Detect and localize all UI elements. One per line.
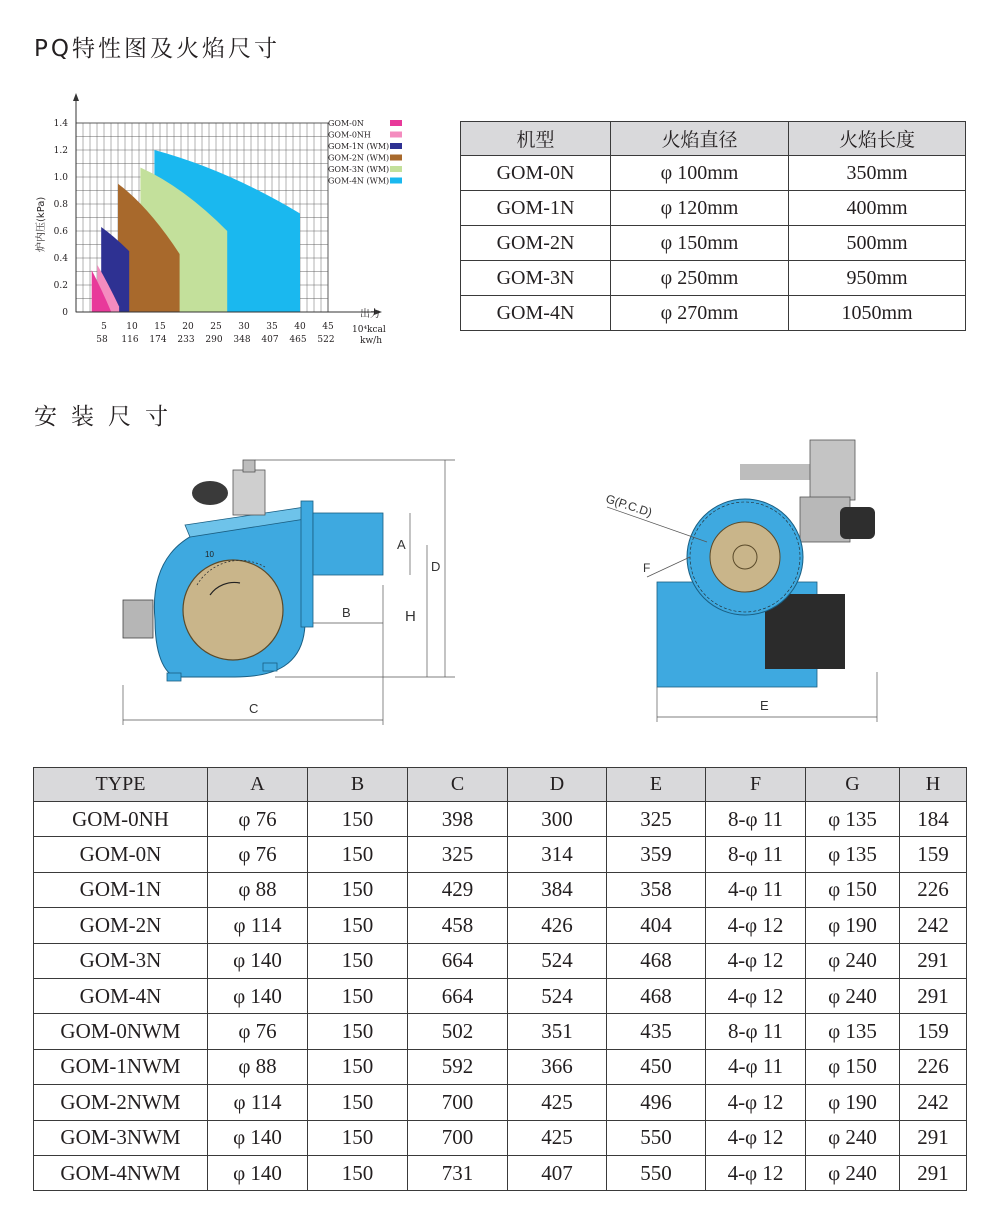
dim-header-g: G: [806, 768, 900, 802]
dim-label-d: D: [431, 559, 441, 574]
flame-table-cell: 950mm: [789, 261, 966, 296]
dim-table-cell: 664: [408, 943, 508, 978]
dim-header-type: TYPE: [34, 768, 208, 802]
y-tick-label: 1.0: [53, 173, 68, 183]
dim-label-c: C: [249, 701, 259, 716]
x-tick-label: 30: [238, 322, 250, 332]
flame-table-row: [461, 191, 966, 226]
dim-table-row: [34, 1049, 967, 1084]
flame-table-cell: GOM-1N: [461, 191, 611, 226]
dim-table-cell: 291: [900, 978, 967, 1013]
dial-label: 10: [205, 550, 214, 559]
flame-table-cell: φ 120mm: [611, 191, 789, 226]
dim-table-cell: 700: [408, 1120, 508, 1155]
flame-header-length: 火焰长度: [789, 122, 966, 156]
foot-right: [263, 663, 277, 671]
chart-areas: [92, 150, 300, 312]
y-axis-arrow: [73, 93, 79, 101]
x-tick-label: 35: [266, 322, 278, 332]
dim-header-a: A: [208, 768, 308, 802]
dim-table-cell: 550: [607, 1120, 706, 1155]
dim-table-cell: GOM-0NH: [34, 802, 208, 837]
dim-table-cell: φ 76: [208, 802, 308, 837]
pq-chart: [28, 92, 428, 352]
dim-table-cell: φ 150: [806, 1049, 900, 1084]
legend-swatch: [390, 143, 402, 149]
dim-table-cell: 592: [408, 1049, 508, 1084]
dim-table-cell: 242: [900, 1085, 967, 1120]
legend-swatch: [390, 166, 402, 172]
dim-table-cell: 450: [607, 1049, 706, 1084]
dim-table-row: [34, 1155, 967, 1190]
motor-stub: [123, 600, 153, 638]
dim-table-cell: φ 135: [806, 1014, 900, 1049]
dim-table-header-row: [34, 768, 967, 802]
x-tick-label-kw: 522: [317, 335, 335, 345]
dim-header-b: B: [308, 768, 408, 802]
y-tick-label: 1.2: [53, 146, 68, 156]
dim-table-cell: 731: [408, 1155, 508, 1190]
dim-table-row: [34, 978, 967, 1013]
burner-front-view: [595, 432, 895, 727]
dim-table-cell: 4-φ 12: [706, 908, 806, 943]
dim-table-cell: φ 140: [208, 943, 308, 978]
dim-table-cell: 226: [900, 872, 967, 907]
dim-table-cell: 150: [308, 908, 408, 943]
legend-label: GOM-2N (WM): [328, 153, 390, 163]
dim-table-cell: GOM-0N: [34, 837, 208, 872]
pq-section-heading: PQ特性图及火焰尺寸: [34, 36, 280, 62]
dim-table-cell: 4-φ 12: [706, 1085, 806, 1120]
dim-header-c: C: [408, 768, 508, 802]
flame-table-cell: GOM-2N: [461, 226, 611, 261]
install-dimension-table: [33, 767, 967, 1191]
dim-table-cell: φ 240: [806, 1155, 900, 1190]
dim-table-cell: 325: [607, 802, 706, 837]
dim-table-cell: 150: [308, 943, 408, 978]
foot-left: [167, 673, 181, 681]
dim-table-cell: 435: [607, 1014, 706, 1049]
legend-label: GOM-1N (WM): [328, 142, 390, 151]
valve-body: [233, 470, 265, 515]
dim-table-cell: GOM-1NWM: [34, 1049, 208, 1084]
dim-table-cell: 351: [508, 1014, 607, 1049]
dim-table-row: [34, 802, 967, 837]
dim-table-cell: 314: [508, 837, 607, 872]
dim-table-cell: 425: [508, 1085, 607, 1120]
dim-label-f: F: [643, 561, 651, 575]
dim-table-cell: φ 135: [806, 837, 900, 872]
blast-tube: [313, 513, 383, 575]
dim-table-row: [34, 1085, 967, 1120]
dim-header-h: H: [900, 768, 967, 802]
dim-table-cell: 291: [900, 1155, 967, 1190]
y-tick-label: 0: [62, 308, 68, 318]
y-axis-label: 炉内压(kPa): [36, 196, 47, 252]
dim-table-cell: 398: [408, 802, 508, 837]
dim-label-a: A: [397, 537, 406, 552]
dim-table-cell: 359: [607, 837, 706, 872]
dim-table-cell: 404: [607, 908, 706, 943]
dim-table-cell: φ 190: [806, 1085, 900, 1120]
dim-table-cell: 664: [408, 978, 508, 1013]
legend-swatch: [390, 120, 402, 126]
dim-table-cell: 524: [508, 978, 607, 1013]
dim-table-row: [34, 943, 967, 978]
x-tick-label: 15: [154, 322, 166, 332]
front-tan-disk: [710, 522, 780, 592]
x-axis-unit-kw: kw/h: [360, 336, 382, 346]
dim-table-cell: φ 140: [208, 1120, 308, 1155]
dim-label-g: G(P.C.D): [604, 491, 654, 520]
dim-table-cell: 4-φ 12: [706, 943, 806, 978]
dim-table-cell: GOM-3N: [34, 943, 208, 978]
flame-table-cell: GOM-4N: [461, 296, 611, 331]
dim-table-row: [34, 837, 967, 872]
dim-table-cell: 8-φ 11: [706, 1014, 806, 1049]
dim-table-cell: GOM-4NWM: [34, 1155, 208, 1190]
dim-table-cell: 291: [900, 1120, 967, 1155]
burner-side-view: [115, 445, 465, 730]
dim-table-cell: 8-φ 11: [706, 837, 806, 872]
valve-cap: [243, 460, 255, 472]
x-tick-label-kw: 174: [149, 335, 167, 345]
dim-table-cell: 150: [308, 1155, 408, 1190]
dim-table-cell: φ 88: [208, 872, 308, 907]
y-tick-label: 0.6: [53, 227, 68, 237]
dim-table-cell: φ 114: [208, 908, 308, 943]
dim-table-cell: 468: [607, 978, 706, 1013]
dim-table-cell: 8-φ 11: [706, 802, 806, 837]
dim-table-cell: 150: [308, 802, 408, 837]
x-axis-label: 出力: [360, 309, 380, 320]
x-tick-label: 40: [294, 322, 306, 332]
y-tick-label: 1.4: [53, 119, 68, 129]
flame-table-cell: 350mm: [789, 156, 966, 191]
dim-table-cell: φ 88: [208, 1049, 308, 1084]
dim-table-cell: 524: [508, 943, 607, 978]
flame-table-cell: GOM-0N: [461, 156, 611, 191]
x-tick-label-kw: 348: [233, 335, 251, 345]
x-tick-label-kw: 407: [261, 335, 279, 345]
flame-table-row: [461, 226, 966, 261]
flame-table-cell: 400mm: [789, 191, 966, 226]
dim-table-cell: φ 114: [208, 1085, 308, 1120]
x-tick-label-kw: 290: [205, 335, 223, 345]
dim-table-cell: 150: [308, 1014, 408, 1049]
dim-table-cell: GOM-1N: [34, 872, 208, 907]
legend-swatch: [390, 178, 402, 184]
dim-table-row: [34, 872, 967, 907]
dim-table-cell: 325: [408, 837, 508, 872]
flame-table-row: [461, 261, 966, 296]
dim-table-cell: 4-φ 11: [706, 872, 806, 907]
dim-table-cell: 407: [508, 1155, 607, 1190]
x-tick-label: 5: [101, 322, 107, 332]
dim-table-cell: φ 240: [806, 978, 900, 1013]
x-tick-label: 45: [322, 322, 334, 332]
flame-size-table: [460, 121, 966, 331]
dim-table-cell: 242: [900, 908, 967, 943]
x-tick-label-kw: 116: [121, 335, 139, 345]
y-tick-label: 0.4: [53, 254, 68, 264]
flame-table-cell: φ 100mm: [611, 156, 789, 191]
dim-label-e: E: [760, 698, 769, 713]
dim-table-cell: φ 135: [806, 802, 900, 837]
y-tick-label: 0.2: [53, 281, 68, 291]
flame-table-cell: φ 270mm: [611, 296, 789, 331]
x-axis-unit-kcal: 10⁴kcal: [352, 325, 386, 335]
dim-label-h: H: [405, 608, 416, 625]
dim-table-cell: 291: [900, 943, 967, 978]
dim-table-cell: φ 140: [208, 1155, 308, 1190]
legend-label: GOM-0NH: [328, 130, 371, 140]
install-section-heading: 安装尺寸: [34, 404, 182, 430]
dim-table-cell: φ 150: [806, 872, 900, 907]
dim-table-cell: 384: [508, 872, 607, 907]
legend-label: GOM-3N (WM): [328, 165, 390, 174]
dim-table-cell: GOM-2NWM: [34, 1085, 208, 1120]
dim-table-cell: 150: [308, 1085, 408, 1120]
dim-table-cell: 4-φ 11: [706, 1049, 806, 1084]
dim-table-cell: 458: [408, 908, 508, 943]
dim-table-cell: GOM-4N: [34, 978, 208, 1013]
x-tick-label: 20: [182, 322, 194, 332]
chart-legend: [328, 119, 402, 186]
ignition-transformer: [192, 481, 228, 505]
dim-table-cell: 159: [900, 1014, 967, 1049]
x-tick-label: 10: [126, 322, 138, 332]
x-tick-label: 25: [210, 322, 222, 332]
gas-valve-upper: [810, 440, 855, 500]
x-tick-label-kw: 233: [177, 335, 195, 345]
dim-table-cell: GOM-0NWM: [34, 1014, 208, 1049]
solenoid-coil: [840, 507, 875, 539]
dim-table-cell: 150: [308, 837, 408, 872]
dim-table-cell: 358: [607, 872, 706, 907]
dim-table-cell: 150: [308, 978, 408, 1013]
dim-table-row: [34, 908, 967, 943]
dim-table-cell: 425: [508, 1120, 607, 1155]
dim-table-cell: 429: [408, 872, 508, 907]
dim-table-cell: 150: [308, 872, 408, 907]
x-tick-label-kw: 465: [289, 335, 307, 345]
dim-table-cell: 496: [607, 1085, 706, 1120]
dim-table-cell: 300: [508, 802, 607, 837]
flame-table-cell: φ 150mm: [611, 226, 789, 261]
dim-table-cell: φ 76: [208, 837, 308, 872]
dim-table-cell: φ 190: [806, 908, 900, 943]
x-tick-label-kw: 58: [96, 335, 108, 345]
dim-table-cell: φ 240: [806, 1120, 900, 1155]
dim-header-d: D: [508, 768, 607, 802]
dim-table-cell: 700: [408, 1085, 508, 1120]
dim-table-cell: 159: [900, 837, 967, 872]
dim-table-cell: 150: [308, 1049, 408, 1084]
flame-header-model: 机型: [461, 122, 611, 156]
dim-table-cell: 4-φ 12: [706, 978, 806, 1013]
dim-table-cell: 426: [508, 908, 607, 943]
dim-table-cell: GOM-3NWM: [34, 1120, 208, 1155]
dim-table-cell: 4-φ 12: [706, 1155, 806, 1190]
dim-table-cell: 366: [508, 1049, 607, 1084]
mounting-flange: [301, 501, 313, 627]
dim-table-cell: 150: [308, 1120, 408, 1155]
legend-label: GOM-0N: [328, 119, 364, 128]
flame-table-header-row: [461, 122, 966, 156]
dim-table-cell: GOM-2N: [34, 908, 208, 943]
dim-header-f: F: [706, 768, 806, 802]
dim-table-cell: 550: [607, 1155, 706, 1190]
dim-table-cell: 226: [900, 1049, 967, 1084]
legend-swatch: [390, 155, 402, 161]
dim-table-row: [34, 1120, 967, 1155]
legend-swatch: [390, 132, 402, 138]
dim-header-e: E: [607, 768, 706, 802]
flame-table-cell: 500mm: [789, 226, 966, 261]
y-tick-label: 0.8: [53, 200, 68, 210]
flame-table-row: [461, 296, 966, 331]
dim-table-cell: φ 76: [208, 1014, 308, 1049]
dim-table-cell: φ 240: [806, 943, 900, 978]
dim-table-cell: 468: [607, 943, 706, 978]
dim-table-cell: 502: [408, 1014, 508, 1049]
flame-table-row: [461, 156, 966, 191]
flame-table-cell: φ 250mm: [611, 261, 789, 296]
dim-table-row: [34, 1014, 967, 1049]
dim-table-cell: φ 140: [208, 978, 308, 1013]
dim-table-cell: 4-φ 12: [706, 1120, 806, 1155]
flame-header-diameter: 火焰直径: [611, 122, 789, 156]
dim-label-b: B: [342, 605, 351, 620]
dim-table-cell: 184: [900, 802, 967, 837]
air-intake-disk: [183, 560, 283, 660]
flame-table-cell: 1050mm: [789, 296, 966, 331]
legend-label: GOM-4N (WM): [328, 176, 390, 186]
flame-table-cell: GOM-3N: [461, 261, 611, 296]
